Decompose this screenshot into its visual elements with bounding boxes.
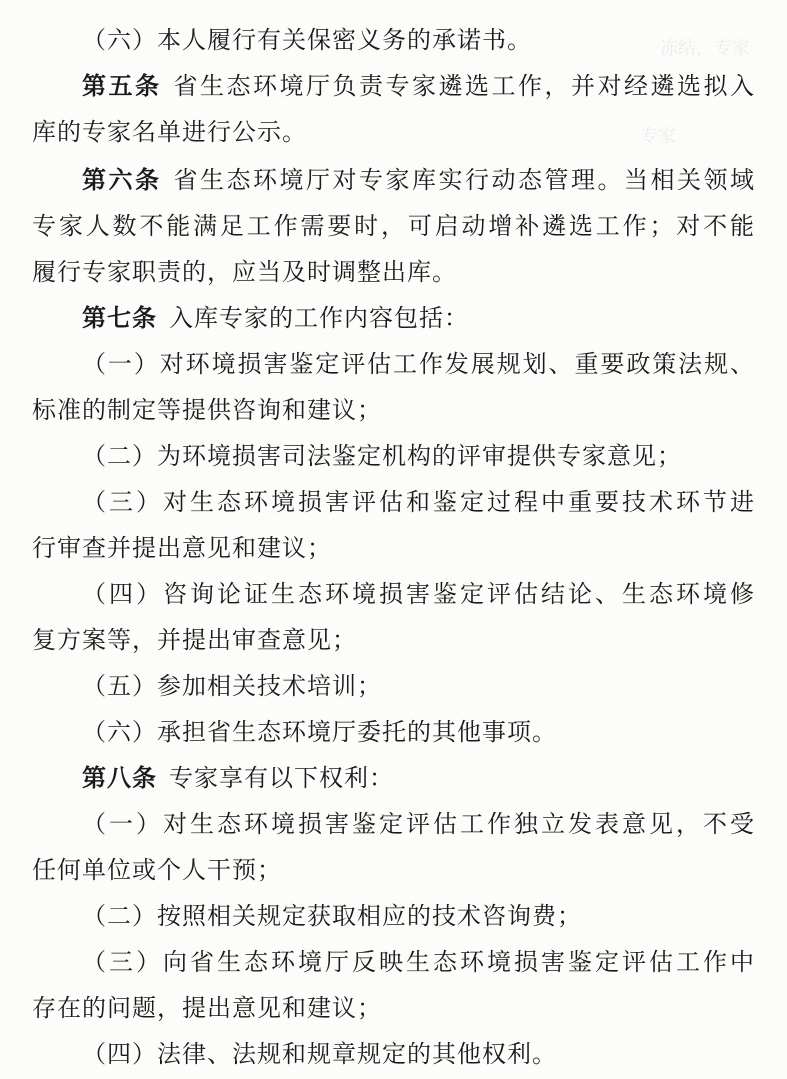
line-text: 标准的制定等提供咨询和建议； [32,396,382,424]
line-text: （一）对生态环境损害鉴定评估工作独立发表意见，不受 [82,810,755,838]
line-text: 入库专家的工作内容包括： [169,304,469,332]
show-through-text: 冻结，专家 [660,38,750,59]
article-7-item-2 [82,442,682,470]
article-5-line-2 [32,118,307,146]
article-8-item-2 [82,902,582,930]
line-text: 专家享有以下权利： [169,764,394,792]
article-7-item-3-line-2 [32,534,332,562]
line-text: （三）对生态环境损害评估和鉴定过程中重要技术环节进 [82,488,755,516]
line-text: 库的专家名单进行公示。 [32,118,307,146]
article-7-item-6 [82,718,557,746]
line-text: （一）对环境损害鉴定评估工作发展规划、重要政策法规、 [82,350,755,378]
line-text: （六）本人履行有关保密义务的承诺书。 [82,26,532,54]
line-text: （六）承担省生态环境厅委托的其他事项。 [82,718,557,746]
article-heading: 第七条 [82,303,157,332]
line-text: 省生态环境厅负责专家遴选工作，并对经遴选拟入 [173,72,755,100]
line-text: （二）为环境损害司法鉴定机构的评审提供专家意见； [82,442,682,470]
article-8-item-1-line-2 [32,856,282,884]
article-8-item-1-line-1 [82,810,755,838]
article-7-item-1-line-2 [32,396,382,424]
line-text: （四）咨询论证生态环境损害鉴定评估结论、生态环境修 [82,580,755,608]
article-7-item-5 [82,672,382,700]
article-7-item-4-line-2 [32,626,357,654]
article-8-item-4 [82,1040,557,1068]
line-text: （三）向省生态环境厅反映生态环境损害鉴定评估工作中 [82,948,755,976]
article-6-line-2 [32,212,755,240]
article-7-item-3-line-1 [82,488,755,516]
line-text: 专家人数不能满足工作需要时，可启动增补遴选工作；对不能 [32,212,755,240]
line-text: （五）参加相关技术培训； [82,672,382,700]
article-8-line-1 [82,764,394,792]
article-heading: 第六条 [82,165,162,194]
line-text: 行审查并提出意见和建议； [32,534,332,562]
article-6-line-3 [32,258,457,286]
line-text: 省生态环境厅对专家库实行动态管理。当相关领域 [173,166,755,194]
article-6-line-1 [82,166,755,194]
article-7-item-4-line-1 [82,580,755,608]
line-text: 存在的问题，提出意见和建议； [32,994,382,1022]
article-heading: 第八条 [82,763,157,792]
article-8-item-3-line-2 [32,994,382,1022]
doc-line-1 [82,26,532,54]
line-text: 任何单位或个人干预； [32,856,282,884]
article-heading: 第五条 [82,71,162,100]
article-8-item-3-line-1 [82,948,755,976]
article-5-line-1 [82,72,755,100]
line-text: 复方案等，并提出审查意见； [32,626,357,654]
show-through-text: 专家 [640,126,676,147]
line-text: （二）按照相关规定获取相应的技术咨询费； [82,902,582,930]
line-text: （四）法律、法规和规章规定的其他权利。 [82,1040,557,1068]
article-7-line-1 [82,304,469,332]
article-7-item-1-line-1 [82,350,755,378]
line-text: 履行专家职责的，应当及时调整出库。 [32,258,457,286]
